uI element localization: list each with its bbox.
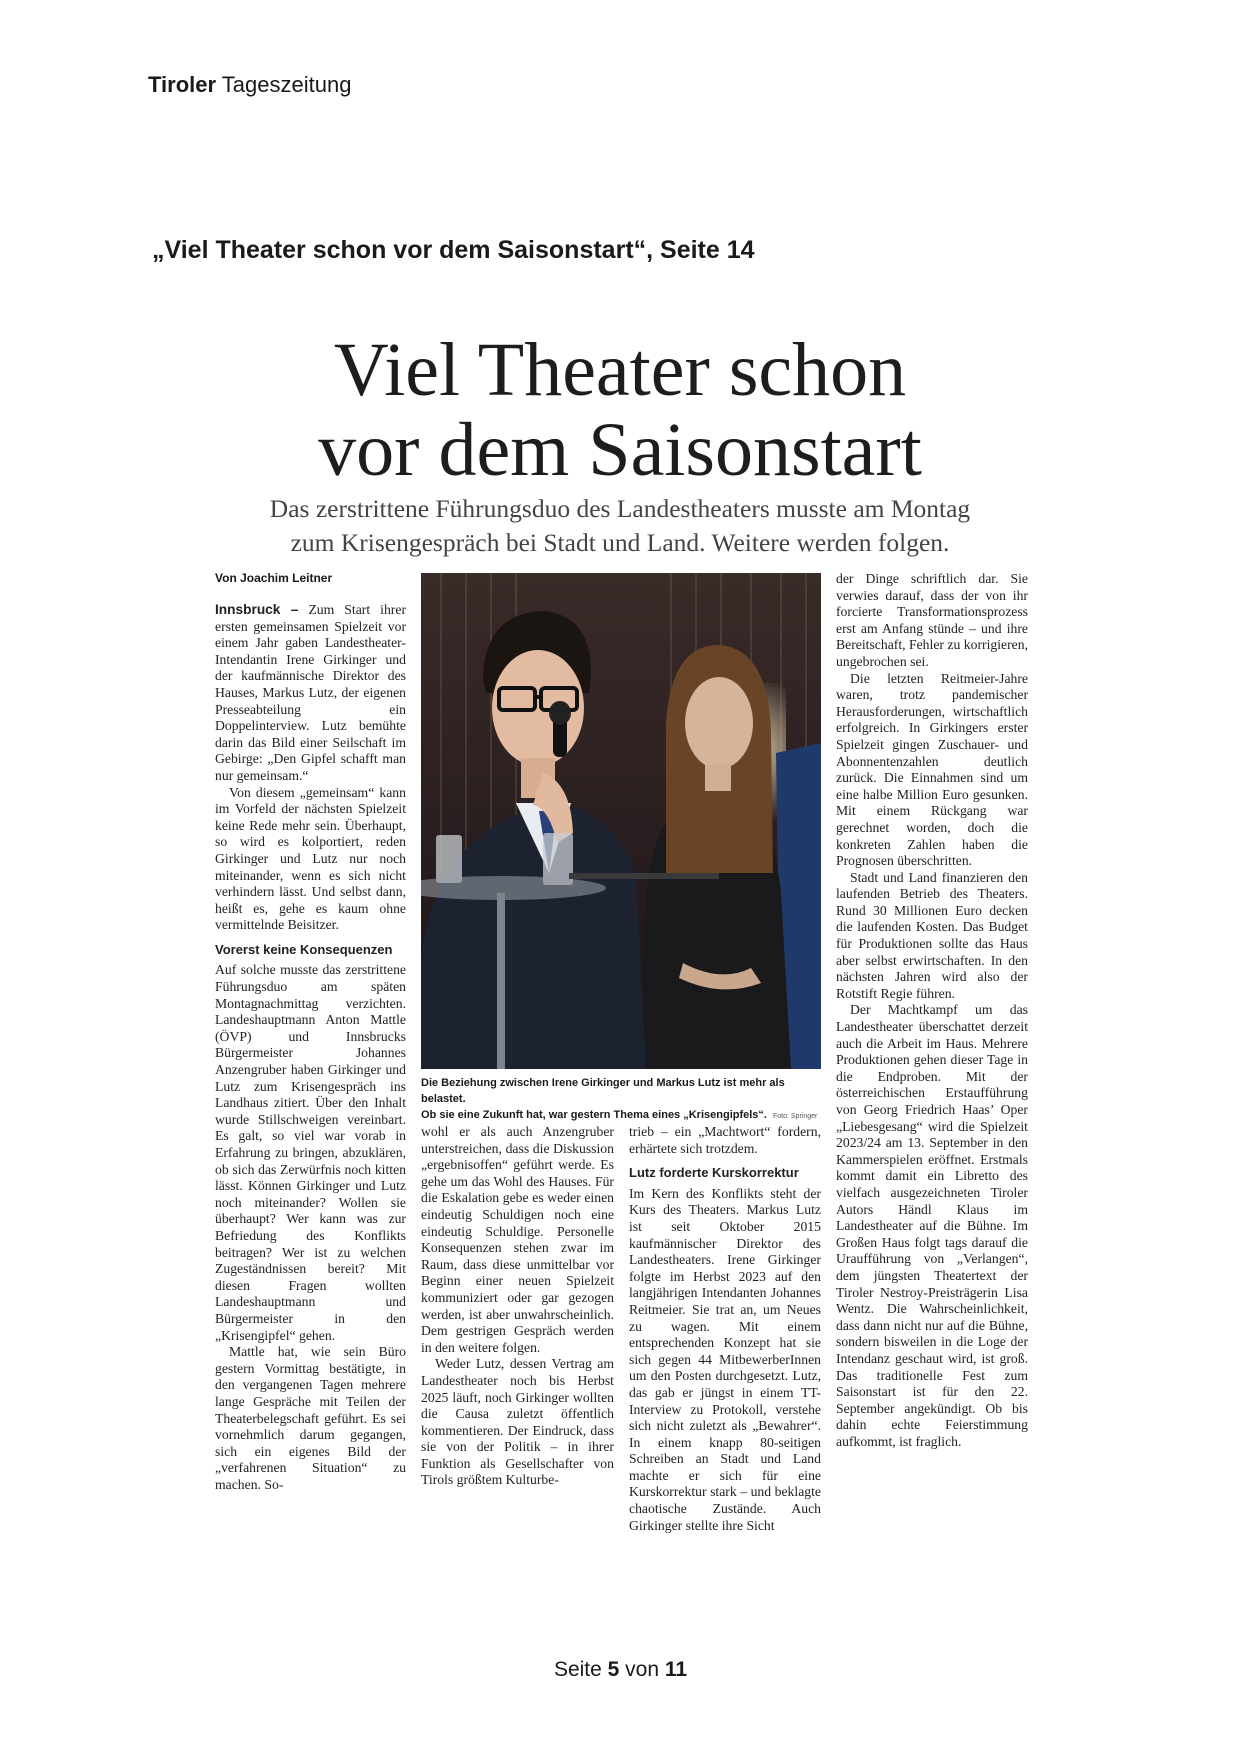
headline-line-2: vor dem Saisonstart	[318, 408, 922, 492]
article-reference: „Viel Theater schon vor dem Saisonstart“, Seite 14	[152, 236, 755, 264]
page-counter	[0, 1658, 1241, 1682]
paragraph: Der Machtkampf um das Landestheater überschattet derzeit auch die Arbeit im Haus. Mehrere Produktionen gehen dieser Tage in die Endproben. Mit der österreichischen Erstaufführung von Georg Friedrich Haas’ Oper „Liebesgesang“ wird die Spielzeit 2023/24 am 13. September in den Kammerspielen eröffnet. Erstmals kommt damit ein Libretto des vielfach ausgezeichneten Tiroler Autors Händl Klaus im Landestheater auf die Bühne. Im Großen Haus folgt tags darauf die Uraufführung von „Verlangen“, dem jüngsten Theatertext der Tiroler Nestroy-Preisträgerin Lisa Wentz. Die Wahrscheinlichkeit, dass dann nicht nur auf die Bühne, sondern bisweilen in die Loge der Intendanz geschaut wird, ist groß. Das traditionelle Fest zum Saisonstart ist für den 22. September angekündigt. Ob bis dahin echte Feierstimmung aufkommt, ist fraglich.	[836, 1002, 1028, 1449]
caption-line-2	[421, 1107, 821, 1125]
caption-line-1: Die Beziehung zwischen Irene Girkinger und Markus Lutz ist mehr als belastet.	[421, 1077, 785, 1105]
paragraph	[215, 602, 406, 785]
article-column-2	[421, 1124, 614, 1489]
paragraph: Von diesem „gemeinsam“ kann im Vorfeld der nächsten Spielzeit keine Rede mehr sein. Überhaupt, so wird es kolportiert, reden Girkinger und Lutz nur noch miteinander, wenn es sich nicht verhindern lässt. Und selbst dann, heißt es, gehe es kaum ohne vermittelnde Beisitzer.	[215, 784, 406, 933]
brand-rest: Tageszeitung	[216, 72, 352, 97]
paragraph: wohl er als auch Anzengruber unterstreichen, dass die Diskussion „ergebnisoffen“ geführt werde. Es gehe um das Wohl des Hauses. Für die Eskalation gebe es weder einen eindeutig Schuldigen noch eine eindeutig Schuldige. Personelle Konsequenzen stehen zwar im Raum, dass diese unmittelbar vor Beginn einer neuen Spielzeit kommuniziert oder gar gezogen werden, ist aber unwahrscheinlich. Dem gestrigen Gespräch werden in den weitere folgen.	[421, 1124, 614, 1355]
dateline: Innsbruck –	[215, 602, 299, 617]
article-photo	[421, 573, 821, 1069]
paragraph: der Dinge schriftlich dar. Sie verwies darauf, dass der von ihr forcierte Transformationsprozess erst am Anfang stünde – und ihre Bereitschaft, Fehler zu korrigieren, ungebrochen sei.	[836, 571, 1028, 669]
photo-caption	[421, 1075, 821, 1125]
paragraph: Stadt und Land finanzieren den laufenden Betrieb des Theaters. Rund 30 Millionen Euro decken die laufenden Kosten. Das Budget für Produktionen sollte das Haus aber selbst erwirtschaften. In den nächsten Jahren wird also der Rotstift Regie führen.	[836, 869, 1028, 1001]
section-subheading: Vorerst keine Konsequenzen	[215, 941, 393, 957]
paragraph-text: Zum Start ihrer ersten gemeinsamen Spielzeit vor einem Jahr gaben Landestheater-Intendantin Irene Girkinger und der kaufmännische Direktor des Hauses, Markus Lutz, der eigenen Presseabteilung ein Doppelinterview. Lutz bemühte darin das Bild einer Seilschaft im Gebirge: „Den Gipfel schafft man nur gemeinsam.“	[215, 602, 407, 783]
paragraph: Auf solche musste das zerstrittene Führungsduo am späten Montagnachmittag verzichten. Landeshauptmann Anton Mattle (ÖVP) und Innsbrucks Bürgermeister Johannes Anzengruber haben Girkinger und Lutz zum Krisengespräch ins Landhaus zitiert. Über den Inhalt wurde Stillschweigen vereinbart. Es galt, so viel war vorab in Erfahrung zu bringen, abzuklären, ob sich das Zerwürfnis noch kitten lässt. Können Girkinger und Lutz noch miteinander? Wollen sie überhaupt? Wer kann was zur Befriedung des Konflikts beitragen? Wer ist zu welchen Zugeständnissen bereit? Mit diesen Fragen wollten Landeshauptmann und Bürgermeister in den „Krisengipfel“ gehen.	[215, 962, 406, 1343]
headline-line-1: Viel Theater schon	[333, 328, 907, 412]
caption-line-2-text: Ob sie eine Zukunft hat, war gestern Thema eines „Krisengipfels“.	[421, 1109, 767, 1121]
current-page: 5	[607, 1658, 620, 1681]
total-pages: 11	[664, 1658, 688, 1681]
newspaper-header	[148, 72, 351, 98]
page-middle: von	[619, 1658, 665, 1681]
paragraph: Im Kern des Konflikts steht der Kurs des Theaters. Markus Lutz ist seit Oktober 2015 kaufmännischer Direktor des Landestheaters. Irene Girkinger folgte im Herbst 2023 auf den langjährigen Intendanten Johannes Reitmeier. Sie trat an, um Neues zu wagen. Mit einem entsprechenden Konzept hat sie sich gegen 44 MitbewerberInnen um den Posten durchgesetzt. Lutz, das gab er jüngst in einem TT-Interview zu Protokoll, verstehe sich nicht zuletzt als „Bewahrer“. In einem knapp 80-seitigen Schreiben an Stadt und Land machte er sich für eine Kurskorrektur stark – und beklagte chaotische Zustände. Auch Girkinger stellte ihre Sicht	[629, 1185, 821, 1533]
article-column-3	[629, 1124, 821, 1534]
paragraph: trieb – ein „Machtwort“ fordern, erhärtete sich trotzdem.	[629, 1124, 821, 1156]
paragraph: Die letzten Reitmeier-Jahre waren, trotz pandemischer Herausforderungen, wirtschaftlich erfolgreich. In Girkingers erster Spielzeit gingen Zuschauer- und Abonnentenzahlen deutlich zurück. Die Einnahmen sind um eine halbe Million Euro gesunken. Mit einem Rückgang war gerechnet worden, doch die konkreten Zahlen haben die Prognosen überschritten.	[836, 670, 1028, 869]
subheadline	[200, 492, 1040, 560]
paragraph: Mattle hat, wie sein Büro gestern Vormittag bestätigte, in den vergangenen Tagen mehrere lange Gespräche mit Teilen der Theaterbelegschaft geführt. Es sei vornehmlich darum gegangen, sich ein eigenes Bild der „verfahrenen Situation“ zu machen. So-	[215, 1344, 406, 1492]
paragraph: Weder Lutz, dessen Vertrag am Landestheater noch bis Herbst 2025 läuft, noch Girkinger wollten die Causa zuletzt öffentlich kommentieren. Der Eindruck, dass sie von der Politik – in ihrer Funktion als Gesellschafter von Tirols größtem Kulturbe-	[421, 1356, 614, 1488]
brand-bold: Tiroler	[148, 72, 217, 97]
page-prefix: Seite	[553, 1658, 608, 1681]
subhead-line-2: zum Krisengespräch bei Stadt und Land. Weitere werden folgen.	[290, 528, 950, 557]
article-column-4	[836, 571, 1028, 1450]
subhead-line-1: Das zerstrittene Führungsduo des Landestheaters musste am Montag	[269, 494, 971, 523]
headline	[200, 330, 1040, 490]
photo-illustration	[421, 573, 821, 1069]
byline: Von Joachim Leitner	[215, 571, 333, 585]
article-column-1	[215, 602, 406, 1493]
photo-credit: Foto: Springer	[772, 1113, 818, 1120]
section-subheading: Lutz forderte Kurskorrektur	[629, 1165, 799, 1181]
